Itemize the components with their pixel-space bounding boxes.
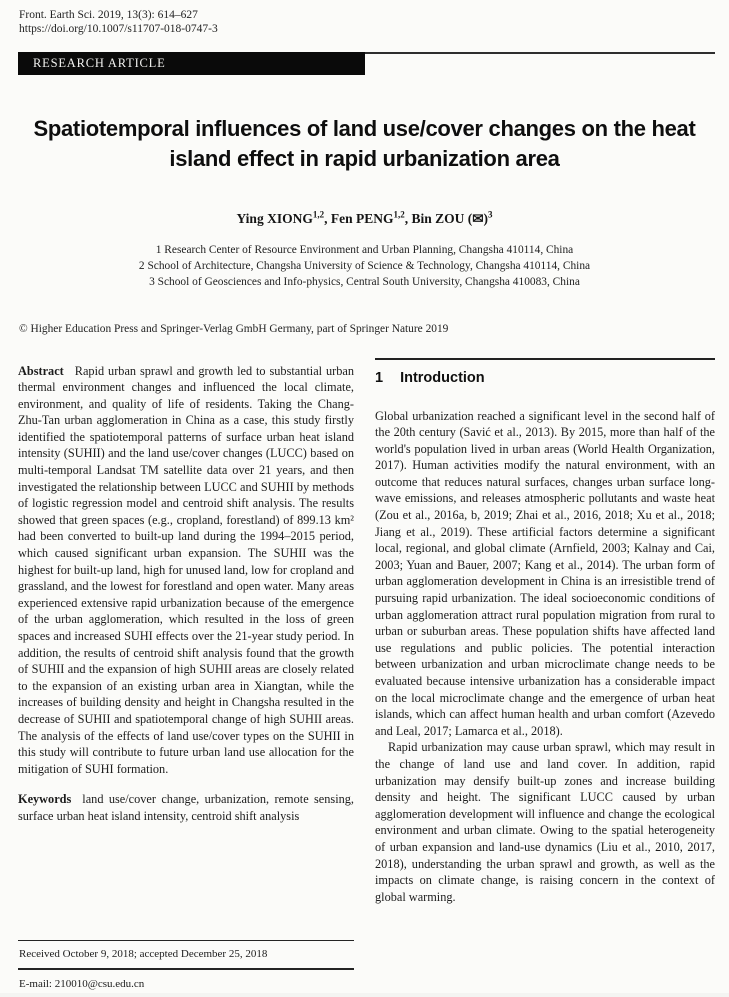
intro-paragraph-1: Global urbanization reached a significant level in the second half of the 20th century (Savić et al., 2013). By 2015, more than half of the world's population lived in urban areas (World Health Organization, 2017). Human activities modify the natural environment, with an outcome that reduces natural surfaces, changes urban surface long-wave emissions, and releases atmospheric pollutants and waste heat (Zou et al., 2016a, b, 2019; Zhai et al., 2016, 2018; Xu et al., 2018; Jiang et al., 2019). These artificial factors determine a significant local, regional, and global climate (Arnfield, 2003; Kalnay and Cai, 2003; Yuan and Bauer, 2007; Kang et al., 2014). The urban form of urban agglomeration development in China is an irresistible trend of pursuing rapid urbanization. The ideal socioeconomic conditions of urban agglomeration attract rural population migration from rural to urban or suburban areas. These population shifts have affected land use regulations and public policies. The potential interaction between urbanization and urban microclimate change needs to be evaluated because intensive urbanization has a considerable impact on the local microclimate change and the emergence of urban heat islands, which can affect human health and urban comfort (Azevedo and Leal, 2017; Lamarca et al., 2018).: [375, 408, 715, 738]
keywords-label: Keywords: [18, 792, 72, 807]
received-accepted-line: Received October 9, 2018; accepted December 25, 2018: [19, 948, 268, 960]
copyright-line: © Higher Education Press and Springer-Verlag GmbH Germany, part of Springer Nature 2019: [19, 322, 449, 335]
author-affiliation-sup: 1,2: [393, 209, 405, 219]
corresponding-author-envelope-icon: (✉): [464, 210, 489, 226]
author-line: [0, 209, 729, 227]
footnote-block: [18, 940, 354, 997]
intro-paragraph-2: Rapid urbanization may cause urban sprawl, which may result in the change of land use and land cover. In addition, rapid urbanization may densify built-up zones and increase building density and height. The significant LUCC caused by urban agglomeration development will influence and change the ecological environment and urban climate. Owing to the spatial heterogeneity of urban expansion and land-use dynamics (Liu et al., 2010, 2017, 2018), understanding the urban sprawl and growth, as well as the impacts on climate change, is raising concern in the context of global warming.: [375, 740, 715, 904]
author: Bin ZOU (✉)$^3$: [411, 209, 493, 226]
section-title: Introduction: [400, 369, 485, 386]
abstract-text: Rapid urban sprawl and growth led to substantial urban thermal environment changes and influenced the local climate, environment, and quality of life of residents. Taking the Chang-Zhu-Tan urban agglomeration in China as a case, this study firstly identified the spatiotemporal patterns of surface urban heat island intensity (SUHII) and the land use/cover changes (LUCC) based on multi-temporal Landsat TM satellite data over 21 years, and then investigated the relationship between LUCC and SUHII by methods of logistic regression model and centroid shift analysis. The results showed that green spaces (e.g., cropland, forestland) of 899.13 km² had been converted to built-up land during the 1994–2015 period, which caused significant urban expansion. The SUHII was the highest for built-up land, high for unused land, low for cropland and grassland, and the lowest for forestland and open water. Many areas experienced extensive rapid urbanization because of the emergence of the urban agglomeration, which resulted in the loss of green spaces and increased SUHI effects over the 21-year study period. In addition, the results of centroid shift analysis found that the growth of SUHII and the expansion of high SUHII areas are closely related to the expansion of an existing urban area in Xiangtan, while the increases of building density and height in Changsha resulted in the decrease of SUHII and spatiotemporal change of high SUHII areas. The analysis of the effects of land use/cover types on the SUHII in this study will contribute to future urban land use allocation for the mitigation of SUHI formation.: [18, 363, 354, 776]
keywords-text: land use/cover change, urbanization, remote sensing, surface urban heat island intensity, centroid shift analysis: [18, 792, 354, 823]
section-number: 1: [375, 369, 384, 386]
right-column: [375, 357, 715, 997]
masthead: [0, 0, 729, 36]
abstract-paragraph: [18, 363, 354, 778]
abstract-label: Abstract: [18, 363, 64, 378]
banner-rule: [365, 52, 715, 54]
section-heading-rule: [375, 358, 715, 360]
journal-citation: Front. Earth Sci. 2019, 13(3): 614–627: [19, 9, 198, 21]
left-column: [18, 357, 354, 997]
author-affiliation-sup: 3: [488, 209, 493, 219]
keywords-paragraph: [18, 791, 354, 824]
article-type-banner: [18, 52, 715, 75]
author: Fen PENG$^{1,2}$,: [330, 209, 412, 226]
page-title: Spatiotemporal influences of land use/cover changes on the heat island effect in rapid urbanization area: [33, 116, 696, 171]
affiliation-line: 1 Research Center of Resource Environment and Urban Planning, Changsha 410114, China: [155, 243, 574, 256]
article-type-label: RESEARCH ARTICLE: [18, 52, 365, 75]
corresponding-email-line: E-mail: 210010@csu.edu.cn: [19, 977, 145, 990]
author: Ying XIONG$^{1,2}$,: [236, 209, 331, 226]
affiliations: [0, 242, 729, 290]
doi-line: https://doi.org/10.1007/s11707-018-0747-3: [19, 23, 218, 35]
section-heading-introduction: [375, 370, 715, 386]
two-column-body: [18, 357, 715, 997]
affiliation-line: 2 School of Architecture, Changsha University of Science & Technology, Changsha 410114, China: [138, 259, 591, 272]
author-affiliation-sup: 1,2: [312, 209, 325, 219]
affiliation-line: 3 School of Geosciences and Info-physics, Central South University, Changsha 410083, China: [149, 275, 580, 288]
